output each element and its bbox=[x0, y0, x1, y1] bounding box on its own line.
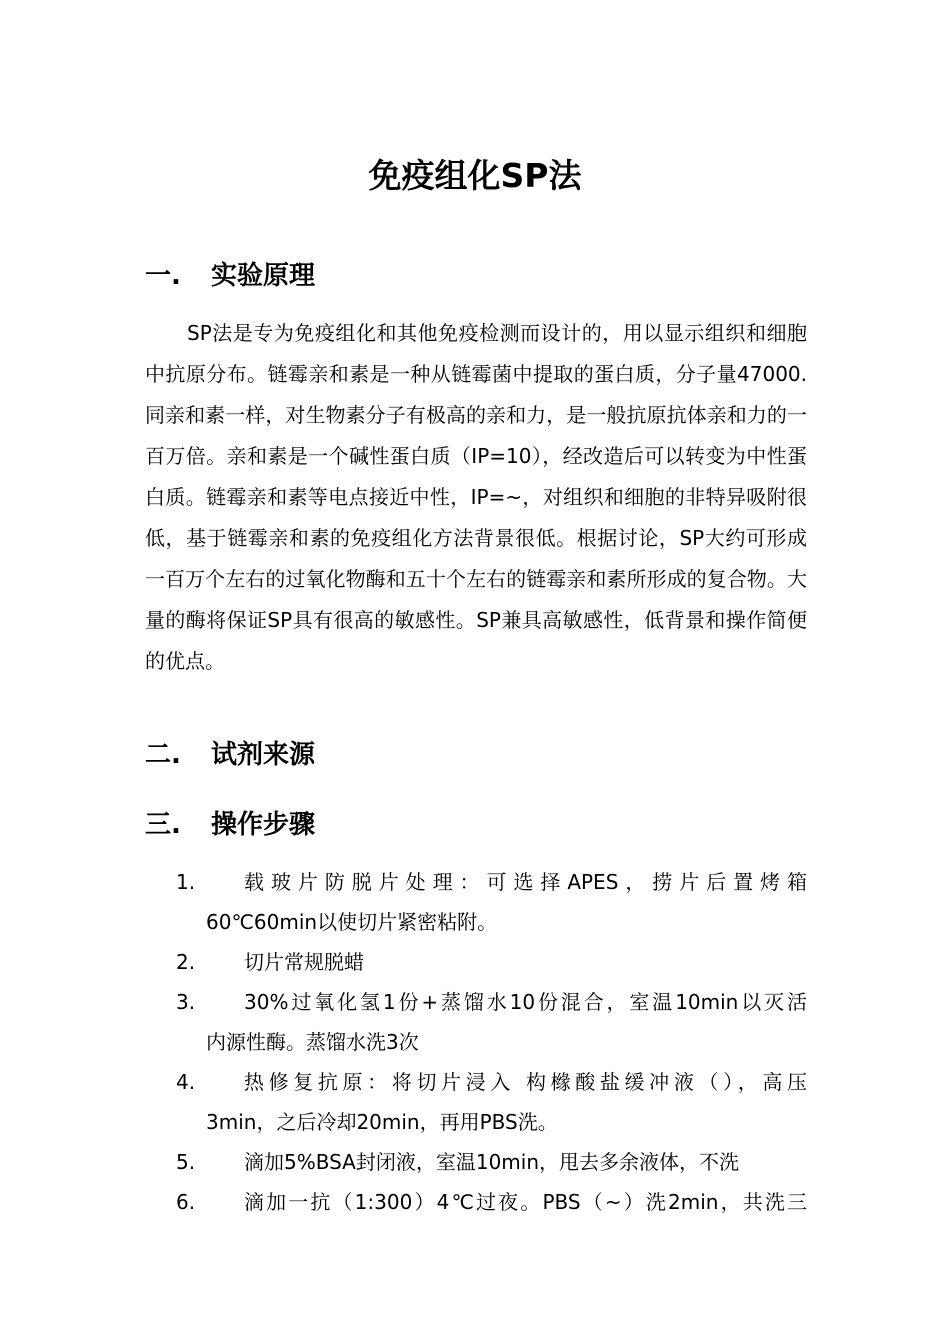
step-text-continuation: 60℃60min以使切片紧密粘附。 bbox=[206, 910, 498, 934]
step-text: 30%过氧化氢1份+蒸馏水10份混合，室温10min以灭活 bbox=[244, 990, 807, 1014]
section-title: 操作步骤 bbox=[211, 810, 316, 840]
step-text: 载玻片防脱片处理：可选择APES，捞片后置烤箱 bbox=[244, 870, 807, 894]
section-heading-procedure bbox=[145, 807, 315, 843]
list-item bbox=[176, 1182, 807, 1222]
section-heading-principle bbox=[145, 258, 315, 294]
section-heading-reagents bbox=[145, 737, 315, 773]
principle-paragraph: SP法是专为免疫组化和其他免疫检测而设计的，用以显示组织和细胞中抗原分布。链霉亲和素是一种从链霉菌中提取的蛋白质，分子量47000.同亲和素一样，对生物素分子有极高的亲和力，是一般抗原抗体亲和力的一百万倍。亲和素是一个碱性蛋白质（IP=10），经改造后可以转变为中性蛋白质。链霉亲和素等电点接近中性，IP=~，对组织和细胞的非特异吸附很低，基于链霉亲和素的免疫组化方法背景很低。根据讨论，SP大约可形成一百万个左右的过氧化物酶和五十个左右的链霉亲和素所形成的复合物。大量的酶将保证SP具有很高的敏感性。SP兼具高敏感性，低背景和操作简便的优点。 bbox=[145, 321, 807, 673]
step-text-continuation: 内源性酶。蒸馏水洗3次 bbox=[206, 1030, 419, 1054]
list-item bbox=[176, 862, 807, 942]
section-title: 实验原理 bbox=[211, 261, 316, 291]
list-item bbox=[176, 942, 807, 982]
step-number: 2. bbox=[176, 950, 196, 974]
step-number: 1. bbox=[176, 870, 196, 894]
list-item bbox=[176, 982, 807, 1062]
step-number: 6. bbox=[176, 1190, 196, 1214]
section-number: 二. bbox=[145, 740, 181, 770]
step-text: 热修复抗原：将切片浸入 构橼酸盐缓冲液（），高压 bbox=[244, 1070, 807, 1094]
step-text: 切片常规脱蜡 bbox=[244, 950, 364, 974]
step-text: 滴加5%BSA封闭液，室温10min，甩去多余液体，不洗 bbox=[244, 1150, 740, 1174]
procedure-steps bbox=[176, 862, 807, 1222]
step-number: 4. bbox=[176, 1070, 196, 1094]
section-number: 三. bbox=[145, 810, 181, 840]
list-item bbox=[176, 1142, 807, 1182]
step-number: 3. bbox=[176, 990, 196, 1014]
list-item bbox=[176, 1062, 807, 1142]
step-text: 滴加一抗（1:300）4℃过夜。PBS（~）洗2min，共洗三 bbox=[244, 1190, 807, 1214]
step-text-continuation: 3min，之后冷却20min，再用PBS洗。 bbox=[206, 1110, 558, 1134]
step-number: 5. bbox=[176, 1150, 196, 1174]
section-number: 一. bbox=[145, 261, 181, 291]
document-title: 免疫组化SP法 bbox=[368, 156, 582, 195]
section-title: 试剂来源 bbox=[211, 740, 316, 770]
